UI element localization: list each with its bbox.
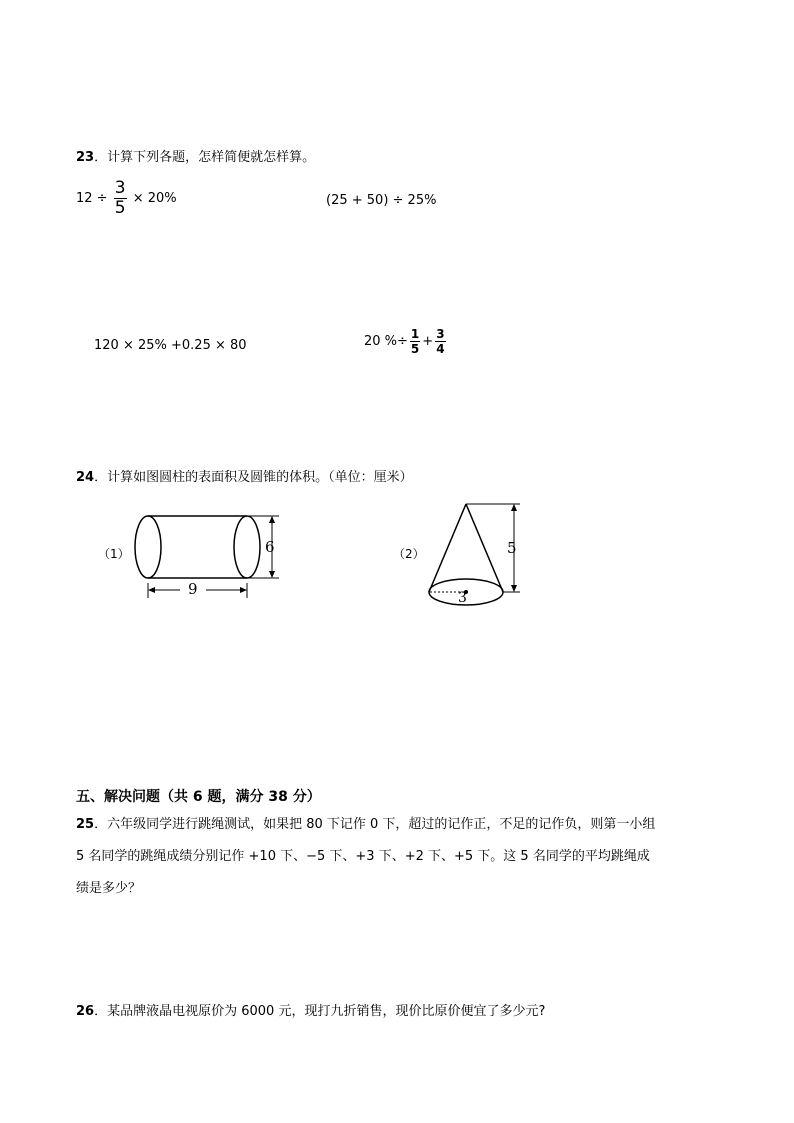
fraction: $\frac{1}{5}$ xyxy=(410,327,420,356)
question-text: ．计算下列各题，怎样简便就怎样算。 xyxy=(94,150,316,165)
cylinder-length-label: 9 xyxy=(188,580,198,598)
expression-1: 12 ÷ $\frac{3}{5}$ × 20% xyxy=(76,178,177,218)
figure-1-label: （1） xyxy=(98,547,130,561)
expression-4: 20 %÷ $\frac{1}{5}$ + $\frac{3}{4}$ xyxy=(364,327,445,356)
question-25-line-2: 5 名同学的跳绳成绩分别记作 +10 下、−5 下、+3 下、+2 下、+5 下。这 5 名同学的平均跳绳成 xyxy=(76,849,650,864)
cylinder-height-label: 6 xyxy=(265,538,275,556)
section-heading: 五、解决问题（共 6 题，满分 38 分） xyxy=(76,789,321,805)
question-text: ．计算如图圆柱的表面积及圆锥的体积。（单位：厘米） xyxy=(94,470,413,485)
figure-2-label: （2） xyxy=(393,547,425,561)
fraction: $\frac{3}{4}$ xyxy=(436,327,445,356)
fraction: $\frac{3}{5}$ xyxy=(114,178,126,218)
expression-3: 120 × 25% +0.25 × 80 xyxy=(94,338,247,353)
expression-2: (25 + 50) ÷ 25% xyxy=(326,193,437,208)
question-26: 26．某品牌液晶电视原价为 6000 元，现打九折销售，现价比原价便宜了多少元? xyxy=(76,1004,546,1019)
question-number: 25 xyxy=(76,817,95,832)
cone-height-label: 5 xyxy=(507,539,517,557)
question-25-line-3: 绩是多少？ xyxy=(76,881,142,896)
question-25-line-1: 25．六年级同学进行跳绳测试，如果把 80 下记作 0 下，超过的记作正，不足的记作负，则第一小组 xyxy=(76,817,656,832)
question-number: 24 xyxy=(76,470,95,485)
question-number: 23 xyxy=(76,150,95,165)
question-number: 26 xyxy=(76,1004,95,1019)
cone-radius-label: 3 xyxy=(458,590,467,606)
